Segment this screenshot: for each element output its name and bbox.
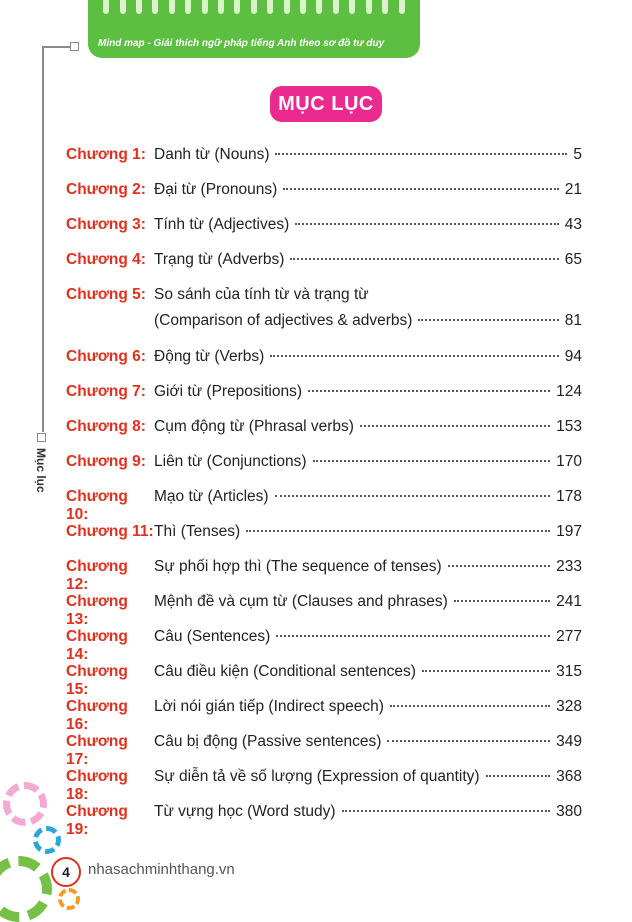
- toc-row[interactable]: [66, 698, 582, 733]
- page-ref: 197: [556, 523, 582, 540]
- chapter-entry: [154, 698, 582, 716]
- chapter-title: Sự phối hợp thì (The sequence of tenses): [154, 558, 442, 575]
- leader-dots: [342, 810, 551, 812]
- footer-url[interactable]: nhasachminhthang.vn: [88, 861, 235, 878]
- chapter-body: [154, 768, 582, 786]
- leader-dots: [295, 223, 558, 225]
- chapter-body: [154, 383, 582, 401]
- chapter-label: Chương 3:: [66, 216, 146, 233]
- leader-dots: [390, 705, 550, 707]
- chapter-title: Câu bị động (Passive sentences): [154, 733, 382, 750]
- chapter-title: Trạng từ (Adverbs): [154, 251, 285, 268]
- page-ref: 368: [556, 768, 582, 785]
- chapter-body: [154, 733, 582, 751]
- page-ref: 21: [564, 181, 582, 198]
- chapter-label: Chương 10:: [66, 488, 128, 523]
- chapter-entry: [154, 558, 582, 576]
- leader-dots: [448, 565, 550, 567]
- page-ref: 81: [564, 312, 582, 329]
- page-title: MỤC LỤC: [270, 86, 382, 122]
- leader-dots: [454, 600, 550, 602]
- chapter-label: Chương 18:: [66, 768, 128, 803]
- gear-orange-icon: [58, 888, 80, 910]
- chapter-entry: [154, 146, 582, 164]
- toc-row[interactable]: [66, 523, 582, 558]
- leader-dots: [275, 495, 551, 497]
- chapter-body: [154, 216, 582, 234]
- chapter-label: Chương 12:: [66, 558, 128, 593]
- leader-dots: [283, 188, 559, 190]
- chapter-entry: [154, 523, 582, 541]
- chapter-body: [154, 628, 582, 646]
- chapter-title: Mệnh đề và cụm từ (Clauses and phrases): [154, 593, 448, 610]
- chapter-label: Chương 15:: [66, 663, 128, 698]
- gear-blue-icon: [33, 826, 61, 854]
- side-line: [42, 46, 44, 432]
- chapter-entry: [154, 733, 582, 751]
- toc-row[interactable]: [66, 286, 582, 348]
- page-ref: 43: [564, 216, 582, 233]
- leader-dots: [246, 530, 550, 532]
- page-ref: 380: [556, 803, 582, 820]
- chapter-entry: [154, 418, 582, 436]
- chapter-entry: [154, 663, 582, 681]
- side-node-top: [70, 42, 79, 51]
- chapter-title: Từ vựng học (Word study): [154, 803, 336, 820]
- chapter-label: Chương 19:: [66, 803, 128, 838]
- gear-green-icon: [0, 856, 52, 922]
- binding-ticks: [88, 0, 420, 16]
- chapter-body: [154, 663, 582, 681]
- chapter-label: Chương 5:: [66, 286, 146, 303]
- page-ref: 349: [556, 733, 582, 750]
- toc-row[interactable]: [66, 181, 582, 216]
- page-ref: 170: [556, 453, 582, 470]
- header-banner: [88, 0, 420, 58]
- chapter-entry: [154, 286, 582, 304]
- toc-row[interactable]: [66, 488, 582, 523]
- chapter-title: Giới từ (Prepositions): [154, 383, 303, 400]
- toc-row[interactable]: [66, 628, 582, 663]
- chapter-body: [154, 453, 582, 471]
- chapter-body: [154, 418, 582, 436]
- leader-dots: [387, 740, 550, 742]
- side-label: Mục lục: [34, 448, 48, 493]
- page-ref: 65: [564, 251, 582, 268]
- chapter-body: [154, 181, 582, 199]
- chapter-label: Chương 11:: [66, 523, 154, 540]
- chapter-entry: [154, 628, 582, 646]
- chapter-entry: [154, 453, 582, 471]
- toc-row[interactable]: [66, 216, 582, 251]
- page-ref: 315: [556, 663, 582, 680]
- toc-row[interactable]: [66, 146, 582, 181]
- chapter-label: Chương 6:: [66, 348, 146, 365]
- toc-row[interactable]: [66, 733, 582, 768]
- chapter-title: Câu (Sentences): [154, 628, 271, 645]
- chapter-label: Chương 9:: [66, 453, 146, 470]
- toc-row[interactable]: [66, 558, 582, 593]
- chapter-title: (Comparison of adjectives & adverbs): [154, 312, 413, 329]
- toc-row[interactable]: [66, 453, 582, 488]
- chapter-body: [154, 488, 582, 506]
- toc-row[interactable]: [66, 768, 582, 803]
- chapter-title: Động từ (Verbs): [154, 348, 265, 365]
- chapter-title: So sánh của tính từ và trạng từ: [154, 286, 369, 303]
- chapter-label: Chương 1:: [66, 146, 146, 163]
- banner-text: Mind map - Giải thích ngữ pháp tiếng Anh theo sơ đồ tư duy: [98, 38, 385, 49]
- toc-row[interactable]: [66, 251, 582, 286]
- chapter-body: [154, 803, 582, 821]
- chapter-label: Chương 16:: [66, 698, 128, 733]
- chapter-label: Chương 2:: [66, 181, 146, 198]
- page-number: 4: [51, 857, 81, 887]
- chapter-label: Chương 4:: [66, 251, 146, 268]
- toc-row[interactable]: [66, 418, 582, 453]
- leader-dots: [313, 460, 551, 462]
- chapter-entry: [154, 768, 582, 786]
- chapter-label: Chương 14:: [66, 628, 128, 663]
- chapter-body: [154, 593, 582, 611]
- chapter-body: [154, 558, 582, 576]
- chapter-body: [154, 698, 582, 716]
- chapter-title: Liên từ (Conjunctions): [154, 453, 307, 470]
- chapter-label: Chương 7:: [66, 383, 146, 400]
- side-connector: [42, 46, 72, 48]
- page-ref: 5: [573, 146, 582, 163]
- leader-dots: [308, 390, 550, 392]
- leader-dots: [290, 258, 558, 260]
- chapter-entry: [154, 593, 582, 611]
- chapter-body: [154, 286, 582, 330]
- toc-row[interactable]: [66, 383, 582, 418]
- page-ref: 328: [556, 698, 582, 715]
- toc-row[interactable]: [66, 803, 582, 838]
- chapter-title: Câu điều kiện (Conditional sentences): [154, 663, 416, 680]
- chapter-entry: [154, 383, 582, 401]
- chapter-title: Thì (Tenses): [154, 523, 241, 540]
- leader-dots: [270, 355, 558, 357]
- toc-row[interactable]: [66, 593, 582, 628]
- leader-dots: [486, 775, 551, 777]
- chapter-body: [154, 146, 582, 164]
- chapter-title: Sự diễn tả về số lượng (Expression of quantity): [154, 768, 480, 785]
- leader-dots: [275, 153, 567, 155]
- toc-row[interactable]: [66, 348, 582, 383]
- leader-dots: [422, 670, 550, 672]
- gear-pink-icon: [3, 782, 47, 826]
- page-ref: 178: [556, 488, 582, 505]
- chapter-entry: [154, 488, 582, 506]
- chapter-title: Đại từ (Pronouns): [154, 181, 278, 198]
- chapter-body: [154, 523, 582, 541]
- leader-dots: [360, 425, 550, 427]
- chapter-entry: [154, 312, 582, 330]
- page-ref: 241: [556, 593, 582, 610]
- chapter-title: Lời nói gián tiếp (Indirect speech): [154, 698, 384, 715]
- chapter-entry: [154, 348, 582, 366]
- chapter-entry: [154, 251, 582, 269]
- chapter-title: Mạo từ (Articles): [154, 488, 269, 505]
- leader-dots: [418, 319, 558, 321]
- chapter-entry: [154, 803, 582, 821]
- chapter-body: [154, 251, 582, 269]
- leader-dots: [276, 635, 550, 637]
- chapter-body: [154, 348, 582, 366]
- chapter-label: Chương 13:: [66, 593, 128, 628]
- chapter-title: Danh từ (Nouns): [154, 146, 270, 163]
- chapter-title: Tính từ (Adjectives): [154, 216, 290, 233]
- toc-row[interactable]: [66, 663, 582, 698]
- page-ref: 233: [556, 558, 582, 575]
- chapter-title: Cụm động từ (Phrasal verbs): [154, 418, 354, 435]
- chapter-label: Chương 17:: [66, 733, 128, 768]
- table-of-contents: [66, 146, 582, 838]
- page-ref: 124: [556, 383, 582, 400]
- side-node-bottom: [37, 433, 46, 442]
- chapter-entry: [154, 181, 582, 199]
- page-ref: 153: [556, 418, 582, 435]
- page-ref: 277: [556, 628, 582, 645]
- chapter-label: Chương 8:: [66, 418, 146, 435]
- chapter-entry: [154, 216, 582, 234]
- page-ref: 94: [564, 348, 582, 365]
